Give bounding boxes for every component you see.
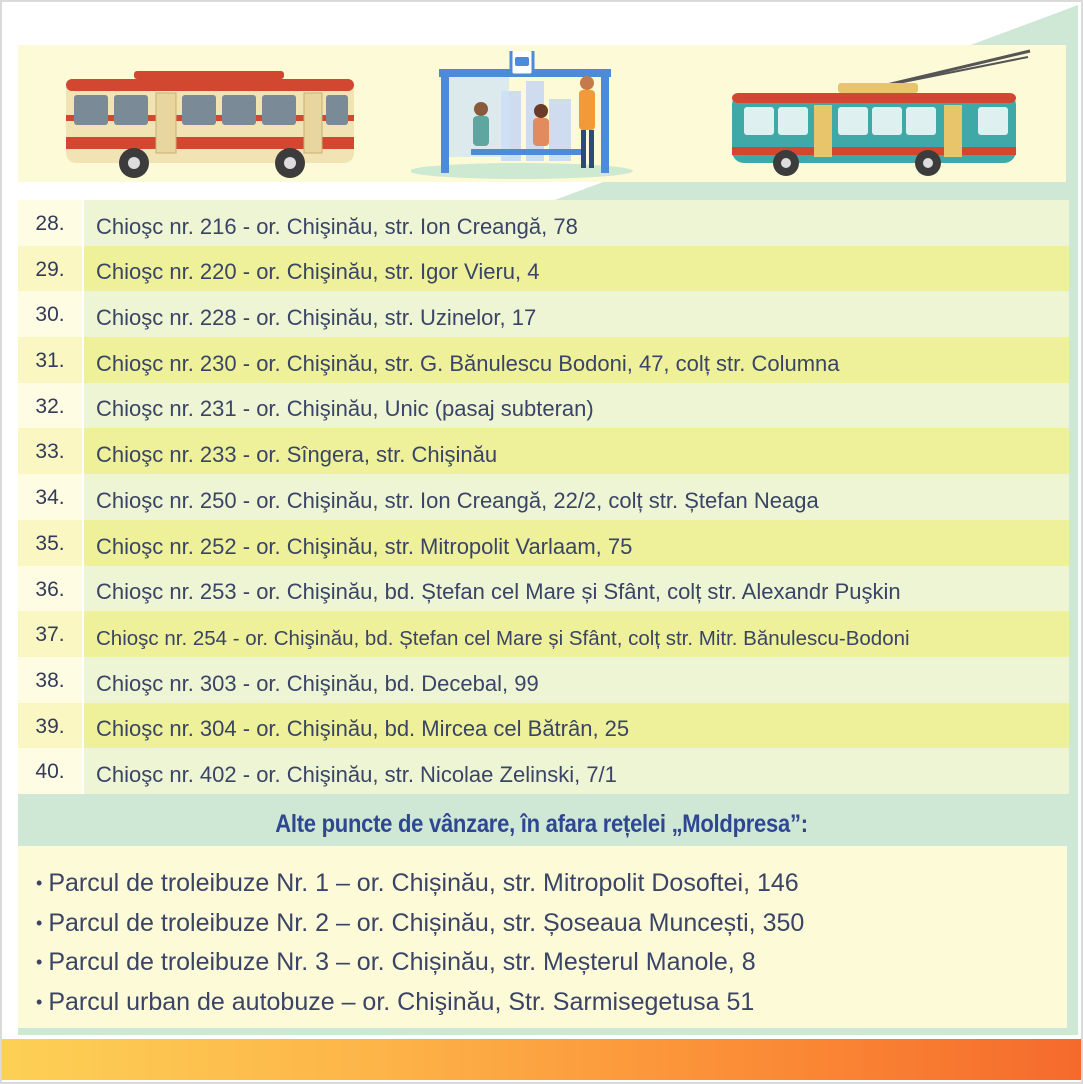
list-item-text: Parcul de troleibuze Nr. 2 – or. Chișinău, str. Șoseaua Muncești, 350 xyxy=(48,908,805,937)
list-item xyxy=(36,864,1067,904)
row-address: Chioşc nr. 254 - or. Chişinău, bd. Ștefan cel Mare și Sfânt, colț str. Mitr. Bănulescu-Bodoni xyxy=(84,611,1069,657)
row-number: 38. xyxy=(18,657,82,703)
table-row xyxy=(18,291,1069,337)
trolleybus-illustration xyxy=(728,49,1038,179)
list-item xyxy=(36,983,1067,1023)
row-number: 31. xyxy=(18,337,82,383)
table-row xyxy=(18,474,1069,520)
table-row xyxy=(18,200,1069,246)
row-number: 34. xyxy=(18,474,82,520)
row-address: Chioşc nr. 304 - or. Chişinău, bd. Mircea cel Bătrân, 25 xyxy=(84,703,1069,749)
row-address: Chioşc nr. 233 - or. Sîngera, str. Chişinău xyxy=(84,428,1069,474)
row-number: 33. xyxy=(18,428,82,474)
table-row xyxy=(18,246,1069,292)
other-points-heading: Alte puncte de vânzare, în afara rețelei „Moldpresa”: xyxy=(275,810,808,838)
bus-illustration xyxy=(64,71,359,179)
table-row xyxy=(18,337,1069,383)
row-address: Chioşc nr. 216 - or. Chişinău, str. Ion Creangă, 78 xyxy=(84,200,1069,246)
row-address: Chioşc nr. 252 - or. Chişinău, str. Mitropolit Varlaam, 75 xyxy=(84,520,1069,566)
table-row xyxy=(18,748,1069,794)
row-address: Chioşc nr. 253 - or. Chişinău, bd. Ștefan cel Mare și Sfânt, colț str. Alexandr Puşkin xyxy=(84,566,1069,612)
row-address: Chioşc nr. 231 - or. Chişinău, Unic (pasaj subteran) xyxy=(84,383,1069,429)
list-item xyxy=(36,943,1067,983)
row-number: 30. xyxy=(18,291,82,337)
row-address: Chioşc nr. 402 - or. Chişinău, str. Nicolae Zelinski, 7/1 xyxy=(84,748,1069,794)
other-points-box xyxy=(18,846,1067,1028)
row-number: 32. xyxy=(18,383,82,429)
row-number: 37. xyxy=(18,611,82,657)
row-number: 35. xyxy=(18,520,82,566)
row-number: 29. xyxy=(18,246,82,292)
row-number: 39. xyxy=(18,703,82,749)
bus-stop-illustration xyxy=(411,51,641,179)
list-item-text: Parcul urban de autobuze – or. Chişinău, Str. Sarmisegetusa 51 xyxy=(48,987,755,1016)
row-address: Chioşc nr. 230 - or. Chişinău, str. G. Bănulescu Bodoni, 47, colț str. Columna xyxy=(84,337,1069,383)
table-row xyxy=(18,428,1069,474)
bullet-icon: • xyxy=(36,991,43,1012)
row-address: Chioşc nr. 250 - or. Chişinău, str. Ion Creangă, 22/2, colț str. Ștefan Neaga xyxy=(84,474,1069,520)
table-row xyxy=(18,611,1069,657)
table-row xyxy=(18,520,1069,566)
bullet-icon: • xyxy=(36,873,43,893)
row-number: 40. xyxy=(18,748,82,794)
bullet-icon: • xyxy=(36,912,43,933)
row-address: Chioşc nr. 228 - or. Chişinău, str. Uzinelor, 17 xyxy=(84,291,1069,337)
row-address: Chioşc nr. 303 - or. Chişinău, bd. Decebal, 99 xyxy=(84,657,1069,703)
row-number: 36. xyxy=(18,566,82,612)
table-row xyxy=(18,657,1069,703)
table-row xyxy=(18,703,1069,749)
list-item xyxy=(36,904,1067,944)
table-row xyxy=(18,383,1069,429)
row-address: Chioşc nr. 220 - or. Chişinău, str. Igor Vieru, 4 xyxy=(84,246,1069,292)
list-item-text: Parcul de troleibuze Nr. 3 – or. Chișinău, str. Meșterul Manole, 8 xyxy=(48,948,756,976)
table-row xyxy=(18,566,1069,612)
header-banner xyxy=(18,45,1066,182)
list-item-text: Parcul de troleibuze Nr. 1 – or. Chișinău, str. Mitropolit Dosoftei, 146 xyxy=(48,869,799,897)
bullet-icon: • xyxy=(36,952,43,972)
footer-bar xyxy=(2,1039,1081,1080)
kiosk-table xyxy=(18,200,1069,794)
row-number: 28. xyxy=(18,200,82,246)
